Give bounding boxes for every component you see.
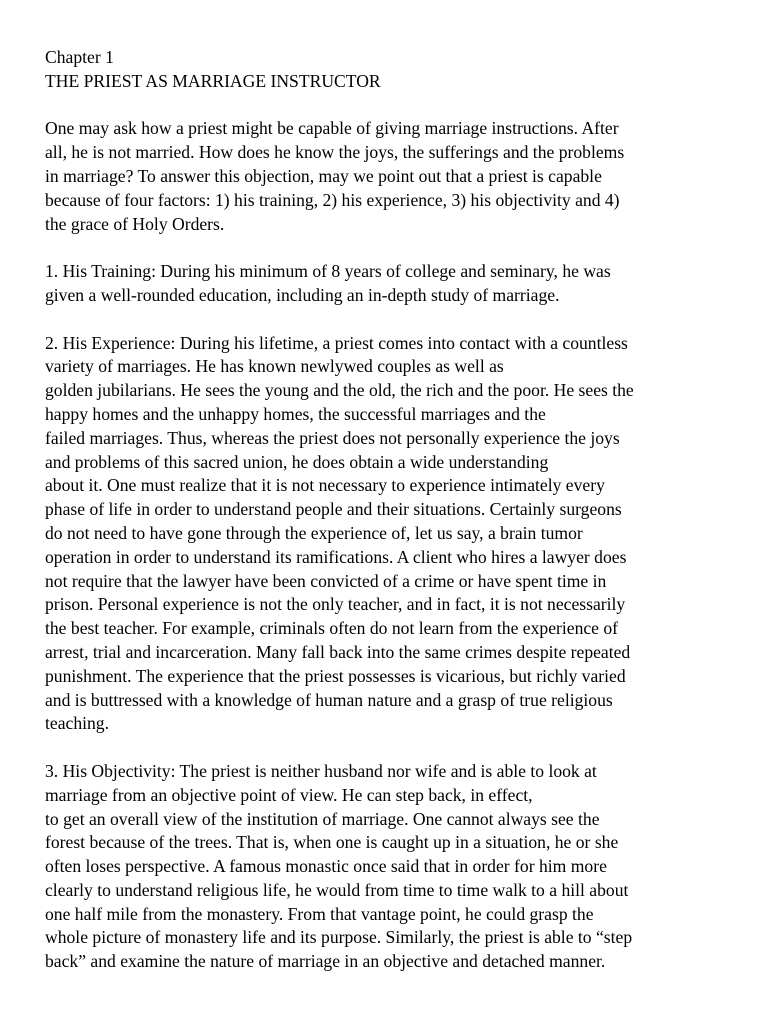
text-line: forest because of the trees. That is, when one is caught up in a situation, he or she bbox=[45, 832, 619, 853]
chapter-title: THE PRIEST AS MARRIAGE INSTRUCTOR bbox=[45, 70, 381, 91]
chapter-label: Chapter 1 bbox=[45, 47, 114, 67]
text-line: whole picture of monastery life and its purpose. Similarly, the priest is able to “step bbox=[45, 927, 633, 948]
text-line: golden jubilarians. He sees the young and the old, the rich and the poor. He sees the bbox=[45, 380, 634, 401]
text-line: and is buttressed with a knowledge of human nature and a grasp of true religious bbox=[45, 689, 613, 710]
text-line: not require that the lawyer have been convicted of a crime or have spent time in bbox=[45, 570, 607, 591]
paragraph bbox=[45, 260, 725, 308]
text-line: clearly to understand religious life, he would from time to time walk to a hill about bbox=[45, 879, 629, 900]
text-line: given a well-rounded education, including an in-depth study of marriage. bbox=[45, 284, 560, 305]
paragraph-gap bbox=[45, 736, 725, 760]
text-line: One may ask how a priest might be capable of giving marriage instructions. After bbox=[45, 118, 619, 139]
document-page bbox=[45, 46, 725, 974]
text-line: all, he is not married. How does he know the joys, the sufferings and the problems bbox=[45, 142, 625, 163]
text-line: about it. One must realize that it is not necessary to experience intimately every bbox=[45, 475, 605, 496]
text-line: teaching. bbox=[45, 713, 109, 734]
text-line: and problems of this sacred union, he does obtain a wide understanding bbox=[45, 451, 549, 472]
text-line: phase of life in order to understand people and their situations. Certainly surgeons bbox=[45, 499, 622, 520]
paragraph bbox=[45, 332, 725, 737]
text-line: marriage from an objective point of view. He can step back, in effect, bbox=[45, 784, 533, 805]
text-line: the best teacher. For example, criminals often do not learn from the experience of bbox=[45, 618, 619, 639]
text-line: 2. His Experience: During his lifetime, a priest comes into contact with a countless bbox=[45, 332, 628, 353]
paragraph bbox=[45, 117, 725, 236]
paragraph bbox=[45, 760, 725, 974]
text-line: 3. His Objectivity: The priest is neither husband nor wife and is able to look at bbox=[45, 760, 597, 781]
text-line: often loses perspective. A famous monastic once said that in order for him more bbox=[45, 856, 607, 877]
text-line: in marriage? To answer this objection, may we point out that a priest is capable bbox=[45, 165, 602, 186]
text-line: happy homes and the unhappy homes, the successful marriages and the bbox=[45, 403, 546, 424]
text-line: 1. His Training: During his minimum of 8 years of college and seminary, he was bbox=[45, 261, 611, 282]
text-line: punishment. The experience that the priest possesses is vicarious, but richly varied bbox=[45, 665, 626, 686]
text-line: the grace of Holy Orders. bbox=[45, 213, 225, 234]
paragraph-gap bbox=[45, 94, 725, 118]
body-text bbox=[45, 117, 725, 974]
text-line: back” and examine the nature of marriage in an objective and detached manner. bbox=[45, 951, 606, 972]
text-line: do not need to have gone through the experience of, let us say, a brain tumor bbox=[45, 522, 583, 543]
paragraph-gap bbox=[45, 308, 725, 332]
text-line: to get an overall view of the institution of marriage. One cannot always see the bbox=[45, 808, 600, 829]
text-line: operation in order to understand its ramifications. A client who hires a lawyer does bbox=[45, 546, 627, 567]
text-line: arrest, trial and incarceration. Many fall back into the same crimes despite repeated bbox=[45, 641, 631, 662]
text-line: variety of marriages. He has known newlywed couples as well as bbox=[45, 356, 504, 377]
text-line: failed marriages. Thus, whereas the priest does not personally experience the joys bbox=[45, 427, 620, 448]
text-line: one half mile from the monastery. From that vantage point, he could grasp the bbox=[45, 903, 594, 924]
text-line: prison. Personal experience is not the only teacher, and in fact, it is not necessarily bbox=[45, 594, 626, 615]
paragraph-gap bbox=[45, 236, 725, 260]
text-line: because of four factors: 1) his training, 2) his experience, 3) his objectivity and 4) bbox=[45, 189, 620, 210]
